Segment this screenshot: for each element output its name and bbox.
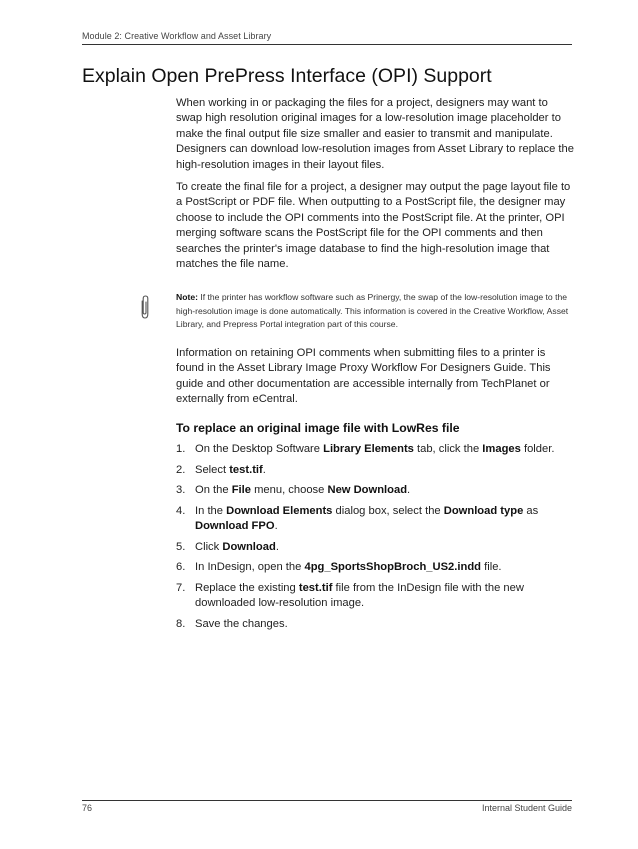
- step-emphasis: New Download: [327, 484, 408, 497]
- procedure-step-3: [176, 483, 576, 498]
- step-text: [195, 582, 524, 609]
- step-emphasis: 4pg_SportsShopBroch_US2.indd: [304, 561, 481, 574]
- step-number: 5.: [176, 540, 186, 553]
- procedure-step-6: [176, 560, 576, 575]
- step-text-run: menu, choose: [250, 484, 328, 497]
- step-number: 2.: [176, 463, 186, 476]
- procedure-title: To replace an original image file with LowRes file: [176, 421, 460, 435]
- step-text: [195, 464, 266, 476]
- procedure-step-7: [176, 581, 576, 612]
- page-number: 76: [82, 803, 93, 813]
- step-text: [195, 561, 502, 573]
- step-text-run: On the Desktop Software: [195, 443, 324, 455]
- procedure-step-4: [176, 504, 576, 535]
- intro-paragraph-1: When working in or packaging the files for a project, designers may want to swap high resolution original images for a low-resolution image placeholder to make the final output file size smaller and easier to transmit and manipulate. Designers can download low-resolution images from Asset Library to replace the high-resolution images in their layout files.: [176, 97, 574, 171]
- footer-rule: [82, 800, 572, 801]
- step-number: 1.: [176, 443, 186, 455]
- header-rule: [82, 44, 572, 45]
- procedure-step-8: [176, 617, 576, 632]
- procedure-step-1: [176, 442, 576, 457]
- step-text-run: Click: [195, 540, 223, 553]
- step-text-run: Replace the existing: [195, 581, 299, 594]
- step-emphasis: File: [231, 484, 251, 497]
- step-text-run: file.: [481, 561, 502, 574]
- step-emphasis: Library Elements: [323, 443, 414, 455]
- paperclip-icon: [139, 294, 151, 320]
- info-paragraph: Information on retaining OPI comments when submitting files to a printer is found in the Asset Library Image Proxy Workflow For Designers Guide. This guide and other documentation are accessible internally from TechPlanet or externally from eCentral.: [176, 347, 551, 406]
- info-body: [176, 346, 576, 415]
- step-text-run: Select: [195, 463, 230, 476]
- step-text-run: On the: [195, 484, 232, 497]
- step-text: [195, 484, 410, 496]
- step-text-run: file from the InDesign file with the new downloaded low-resolution image.: [195, 581, 524, 610]
- step-text-run: tab, click the: [413, 443, 483, 455]
- step-number: 3.: [176, 484, 186, 497]
- step-text: [195, 541, 279, 553]
- procedure-steps: [176, 442, 576, 638]
- step-text-run: Save the changes.: [195, 617, 288, 630]
- step-number: 6.: [176, 561, 186, 574]
- step-text-run: .: [275, 540, 279, 553]
- procedure-step-5: [176, 540, 576, 555]
- step-text-run: In the: [195, 504, 227, 517]
- step-emphasis: test.tif: [298, 581, 333, 594]
- note-text: If the printer has workflow software such as Prinergy, the swap of the low-resolution image to the high-resolution image is done automatically. This information is covered in the Creative Workflow, Asset Library, and Prepress Portal integration part of this course.: [176, 292, 569, 330]
- footer-guide-title: Internal Student Guide: [481, 803, 572, 813]
- step-text-run: .: [262, 463, 266, 476]
- intro-body: [176, 96, 576, 279]
- step-number: 7.: [176, 581, 186, 594]
- step-number: 8.: [176, 617, 186, 630]
- running-header: Module 2: Creative Workflow and Asset Library: [82, 31, 272, 41]
- step-text-run: folder.: [520, 443, 555, 455]
- step-text-run: In InDesign, open the: [195, 561, 305, 574]
- step-emphasis: Download: [222, 540, 276, 553]
- intro-paragraph-2: To create the final file for a project, a designer may output the page layout file to a PostScript or PDF file. When outputting to a PostScript file, the designer may choose to include the OPI comments into the PostScript file. At the printer, OPI merging software scans the PostScript file for the OPI comments and then searches the printer's image database to find the high-resolution image that matches the file name.: [176, 181, 571, 271]
- step-text-run: .: [274, 520, 278, 533]
- step-emphasis: test.tif: [229, 463, 263, 476]
- step-text-run: as: [523, 504, 539, 517]
- step-text: [195, 505, 538, 532]
- step-number: 4.: [176, 504, 186, 517]
- procedure-step-2: [176, 463, 576, 478]
- step-emphasis: Images: [482, 443, 521, 455]
- step-emphasis: Download Elements: [226, 504, 333, 517]
- note-label: Note:: [176, 292, 198, 302]
- step-emphasis: Download type: [443, 504, 524, 517]
- step-emphasis: Download FPO: [195, 520, 275, 533]
- step-text-run: dialog box, select the: [332, 504, 444, 517]
- note-callout: [176, 291, 576, 332]
- step-text: [195, 618, 288, 630]
- step-text-run: .: [407, 484, 411, 497]
- section-title: Explain Open PrePress Interface (OPI) Support: [82, 65, 492, 87]
- step-text: [195, 443, 554, 455]
